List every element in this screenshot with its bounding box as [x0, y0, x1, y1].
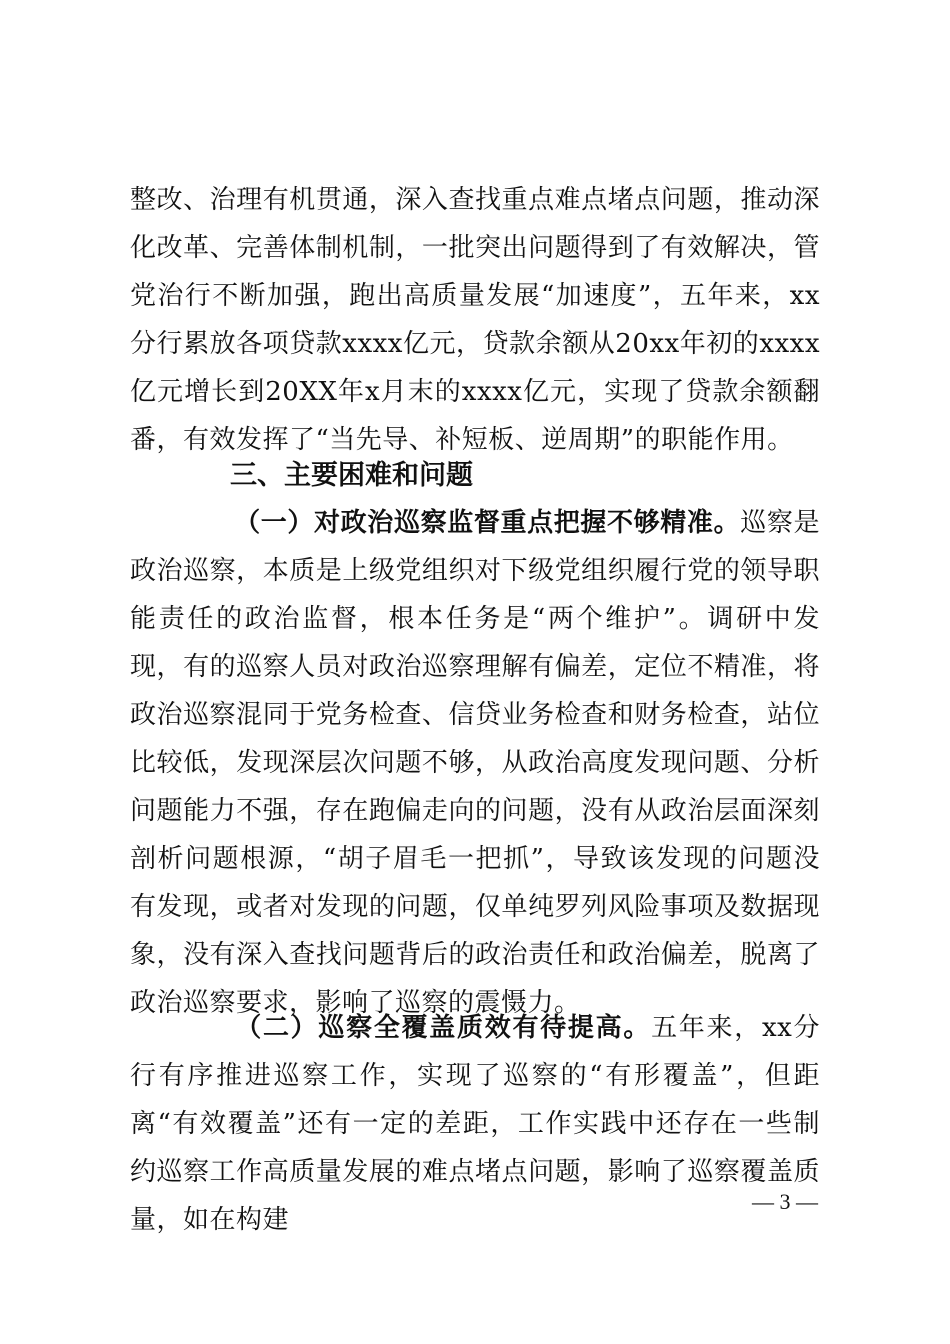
item1-body: 巡察是政治巡察，本质是上级党组织对下级党组织履行党的领导职能责任的政治监督，根本任务是“两个维护”。调研中发现，有的巡察人员对政治巡察理解有偏差，定位不精准，将政治巡察混同于党务检查、信贷业务检查和财务检查，站位比较低，发现深层次问题不够，从政治高度发现问题、分析问题能力不强，存在跑偏走向的问题，没有从政治层面深刻剖析问题根源，“胡子眉毛一把抓”，导致该发现的问题没有发现，或者对发现的问题，仅单纯罗列风险事项及数据现象，没有深入查找问题背后的政治责任和政治偏差，脱离了政治巡察要求，影响了巡察的震慑力。	[130, 508, 820, 1018]
section-heading-3: 三、主要困难和问题	[230, 460, 473, 491]
page-number: — 3 —	[752, 1189, 818, 1214]
item2-title: （二）巡察全覆盖质效有待提高。	[234, 1013, 652, 1043]
item2-body: 五年来，xx分行有序推进巡察工作，实现了巡察的“有形覆盖”，但距离“有效覆盖”还有一定的差距，工作实践中还存在一些制约巡察工作高质量发展的难点堵点问题，影响了巡察覆盖质量，如在构建	[130, 1013, 820, 1235]
paragraph-continued: 整改、治理有机贯通，深入查找重点难点堵点问题，推动深化改革、完善体制机制，一批突出问题得到了有效解决，管党治行不断加强，跑出高质量发展“加速度”，五年来，xx分行累放各项贷款xxxx亿元，贷款余额从20xx年初的xxxx亿元增长到20XX年x月末的xxxx亿元，实现了贷款余额翻番，有效发挥了“当先导、补短板、逆周期”的职能作用。	[130, 185, 820, 455]
paragraph-block-continued	[130, 176, 820, 464]
item1-title: （一）对政治巡察监督重点把握不够精准。	[234, 508, 741, 538]
paragraph-item2	[130, 1004, 820, 1244]
paragraph-block-item1	[130, 499, 820, 1027]
paragraph-block-item2	[130, 1004, 820, 1244]
paragraph-item1	[130, 499, 820, 1027]
